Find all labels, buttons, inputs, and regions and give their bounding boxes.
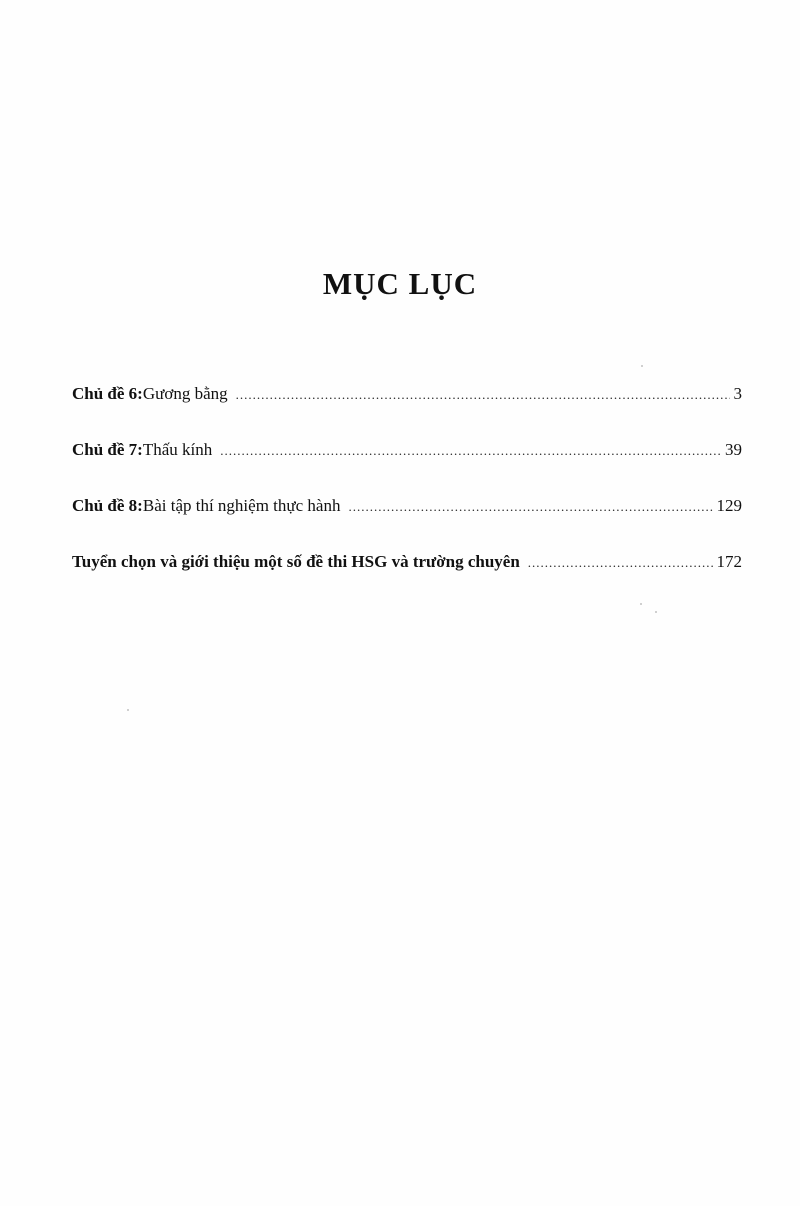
toc-entry-title: Bài tập thí nghiệm thực hành <box>142 496 341 515</box>
table-of-contents <box>72 384 742 608</box>
toc-entry-de-thi-hsg[interactable] <box>72 552 742 608</box>
toc-entry-prefix: Chủ đề 6: <box>72 384 143 403</box>
toc-entry-title: Gương bằng <box>142 384 228 403</box>
toc-entry-title: Thấu kính <box>142 440 213 459</box>
page-title: MỤC LỤC <box>322 266 478 301</box>
toc-entry-title: Tuyển chọn và giới thiệu một số đề thi HSG và trường chuyên <box>72 552 520 571</box>
toc-entry-page-number: 39 <box>725 440 742 459</box>
scan-speck <box>127 709 129 711</box>
toc-entry-page-number: 129 <box>716 496 742 515</box>
toc-entry-page-number: 3 <box>733 384 742 403</box>
scan-speck <box>655 611 657 613</box>
dot-leader <box>236 385 730 405</box>
dot-leader <box>348 497 712 517</box>
toc-entry-chu-de-6[interactable] <box>72 384 742 440</box>
toc-entry-chu-de-8[interactable] <box>72 496 742 552</box>
scan-speck <box>640 603 642 605</box>
toc-entry-chu-de-7[interactable] <box>72 440 742 496</box>
scan-speck <box>641 365 643 367</box>
dot-leader <box>220 441 721 461</box>
toc-entry-page-number: 172 <box>716 552 742 571</box>
toc-entry-prefix: Chủ đề 7: <box>72 440 143 459</box>
toc-entry-prefix: Chủ đề 8: <box>72 496 143 515</box>
dot-leader <box>528 553 713 573</box>
